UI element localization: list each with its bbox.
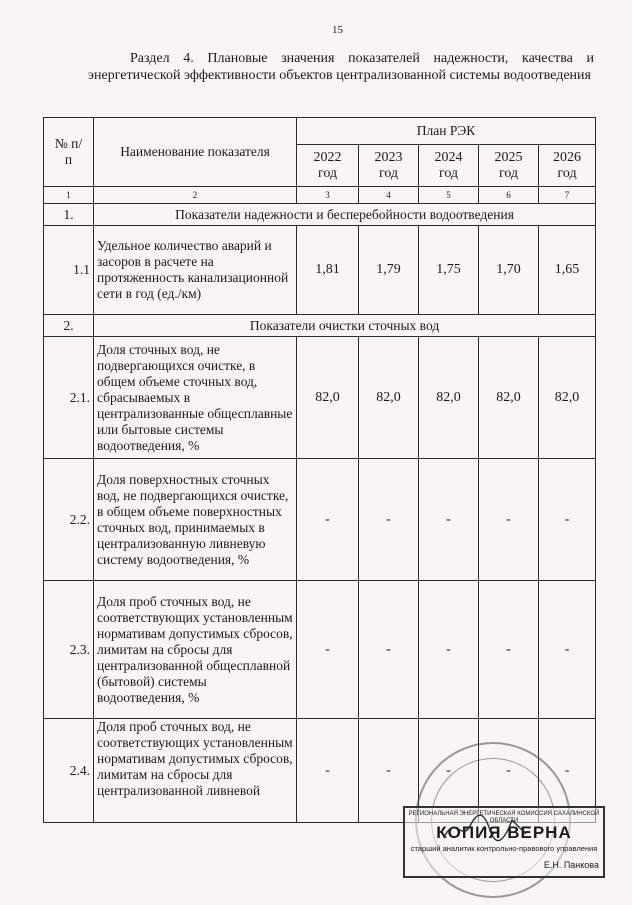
row-value: - bbox=[297, 459, 359, 581]
row-value: - bbox=[539, 719, 596, 823]
row-value: 1,79 bbox=[359, 226, 419, 315]
row-value: - bbox=[419, 581, 479, 719]
section-row bbox=[44, 315, 596, 337]
header-plan: План РЭК bbox=[297, 118, 596, 145]
section-row bbox=[44, 204, 596, 226]
row-value: 1,65 bbox=[539, 226, 596, 315]
stamp-person: Е.Н. Панкова bbox=[543, 860, 599, 870]
stamp-title: КОПИЯ ВЕРНА bbox=[436, 823, 572, 842]
header-year-2023: 2023 год bbox=[359, 145, 419, 187]
row-num: 1.1 bbox=[44, 226, 94, 315]
row-name: Доля проб сточных вод, не соответствующих установленным нормативам допустимых сбросов, лимитам на сбросы для централизованной общесплавной (бытовой) системы водоотведения, % bbox=[94, 581, 297, 719]
row-value: - bbox=[479, 581, 539, 719]
row-value: - bbox=[539, 581, 596, 719]
header-year-2022: 2022 год bbox=[297, 145, 359, 187]
row-num: 2.3. bbox=[44, 581, 94, 719]
row-value: - bbox=[359, 719, 419, 823]
section-num: 1. bbox=[44, 204, 94, 226]
row-value: - bbox=[479, 459, 539, 581]
row-value: 82,0 bbox=[539, 337, 596, 459]
table-row bbox=[44, 337, 596, 459]
handwritten-signature bbox=[440, 808, 530, 848]
row-num: 2.2. bbox=[44, 459, 94, 581]
row-value: - bbox=[419, 459, 479, 581]
table-row bbox=[44, 226, 596, 315]
row-name: Доля поверхностных сточных вод, не подвергающихся очистке, в общем объеме поверхностных сточных вод, принимаемых в централизованную ливневую систему водоотведения, % bbox=[94, 459, 297, 581]
row-num: 2.1. bbox=[44, 337, 94, 459]
row-value: - bbox=[297, 719, 359, 823]
table-row bbox=[44, 459, 596, 581]
row-value: - bbox=[419, 719, 479, 823]
indicators-table bbox=[43, 117, 596, 823]
row-value: 1,70 bbox=[479, 226, 539, 315]
section-title: Показатели очистки сточных вод bbox=[94, 315, 596, 337]
header-year-2025: 2025 год bbox=[479, 145, 539, 187]
row-value: 82,0 bbox=[419, 337, 479, 459]
header-name: Наименование показателя bbox=[94, 118, 297, 187]
row-value: 1,75 bbox=[419, 226, 479, 315]
row-num: 2.4. bbox=[44, 719, 94, 823]
row-value: - bbox=[479, 719, 539, 823]
section-num: 2. bbox=[44, 315, 94, 337]
header-num: № п/п bbox=[44, 118, 94, 187]
stamp-organization: РЕГИОНАЛЬНАЯ ЭНЕРГЕТИЧЕСКАЯ КОМИССИЯ САХАЛИНСКОЙ ОБЛАСТИ bbox=[408, 811, 600, 824]
row-name: Доля проб сточных вод, не соответствующих установленным нормативам допустимых сбросов, лимитам на сбросы для централизованной ливневой bbox=[94, 719, 297, 823]
row-value: 82,0 bbox=[479, 337, 539, 459]
section-heading: Раздел 4. Плановые значения показателей надежности, качества и энергетической эффективности объектов централизованной системы водоотведения bbox=[88, 51, 594, 83]
row-value: 82,0 bbox=[297, 337, 359, 459]
header-year-2024: 2024 год bbox=[419, 145, 479, 187]
section-title: Показатели надежности и бесперебойности водоотведения bbox=[94, 204, 596, 226]
row-value: - bbox=[359, 459, 419, 581]
row-value: - bbox=[359, 581, 419, 719]
row-value: 82,0 bbox=[359, 337, 419, 459]
column-index-row: 1 2 3 4 5 6 7 bbox=[44, 187, 596, 204]
stamp-role: старший аналитик контрольно-правового управления bbox=[410, 844, 598, 853]
page-number: 15 bbox=[332, 24, 343, 36]
row-name: Доля сточных вод, не подвергающихся очистке, в общем объеме сточных вод, сбрасываемых в централизованные общесплавные или бытовые системы водоотведения, % bbox=[94, 337, 297, 459]
table-row bbox=[44, 581, 596, 719]
row-value: - bbox=[297, 581, 359, 719]
row-value: - bbox=[539, 459, 596, 581]
header-year-2026: 2026 год bbox=[539, 145, 596, 187]
row-name: Удельное количество аварий и засоров в расчете на протяженность канализационной сети в год (ед./км) bbox=[94, 226, 297, 315]
row-value: 1,81 bbox=[297, 226, 359, 315]
